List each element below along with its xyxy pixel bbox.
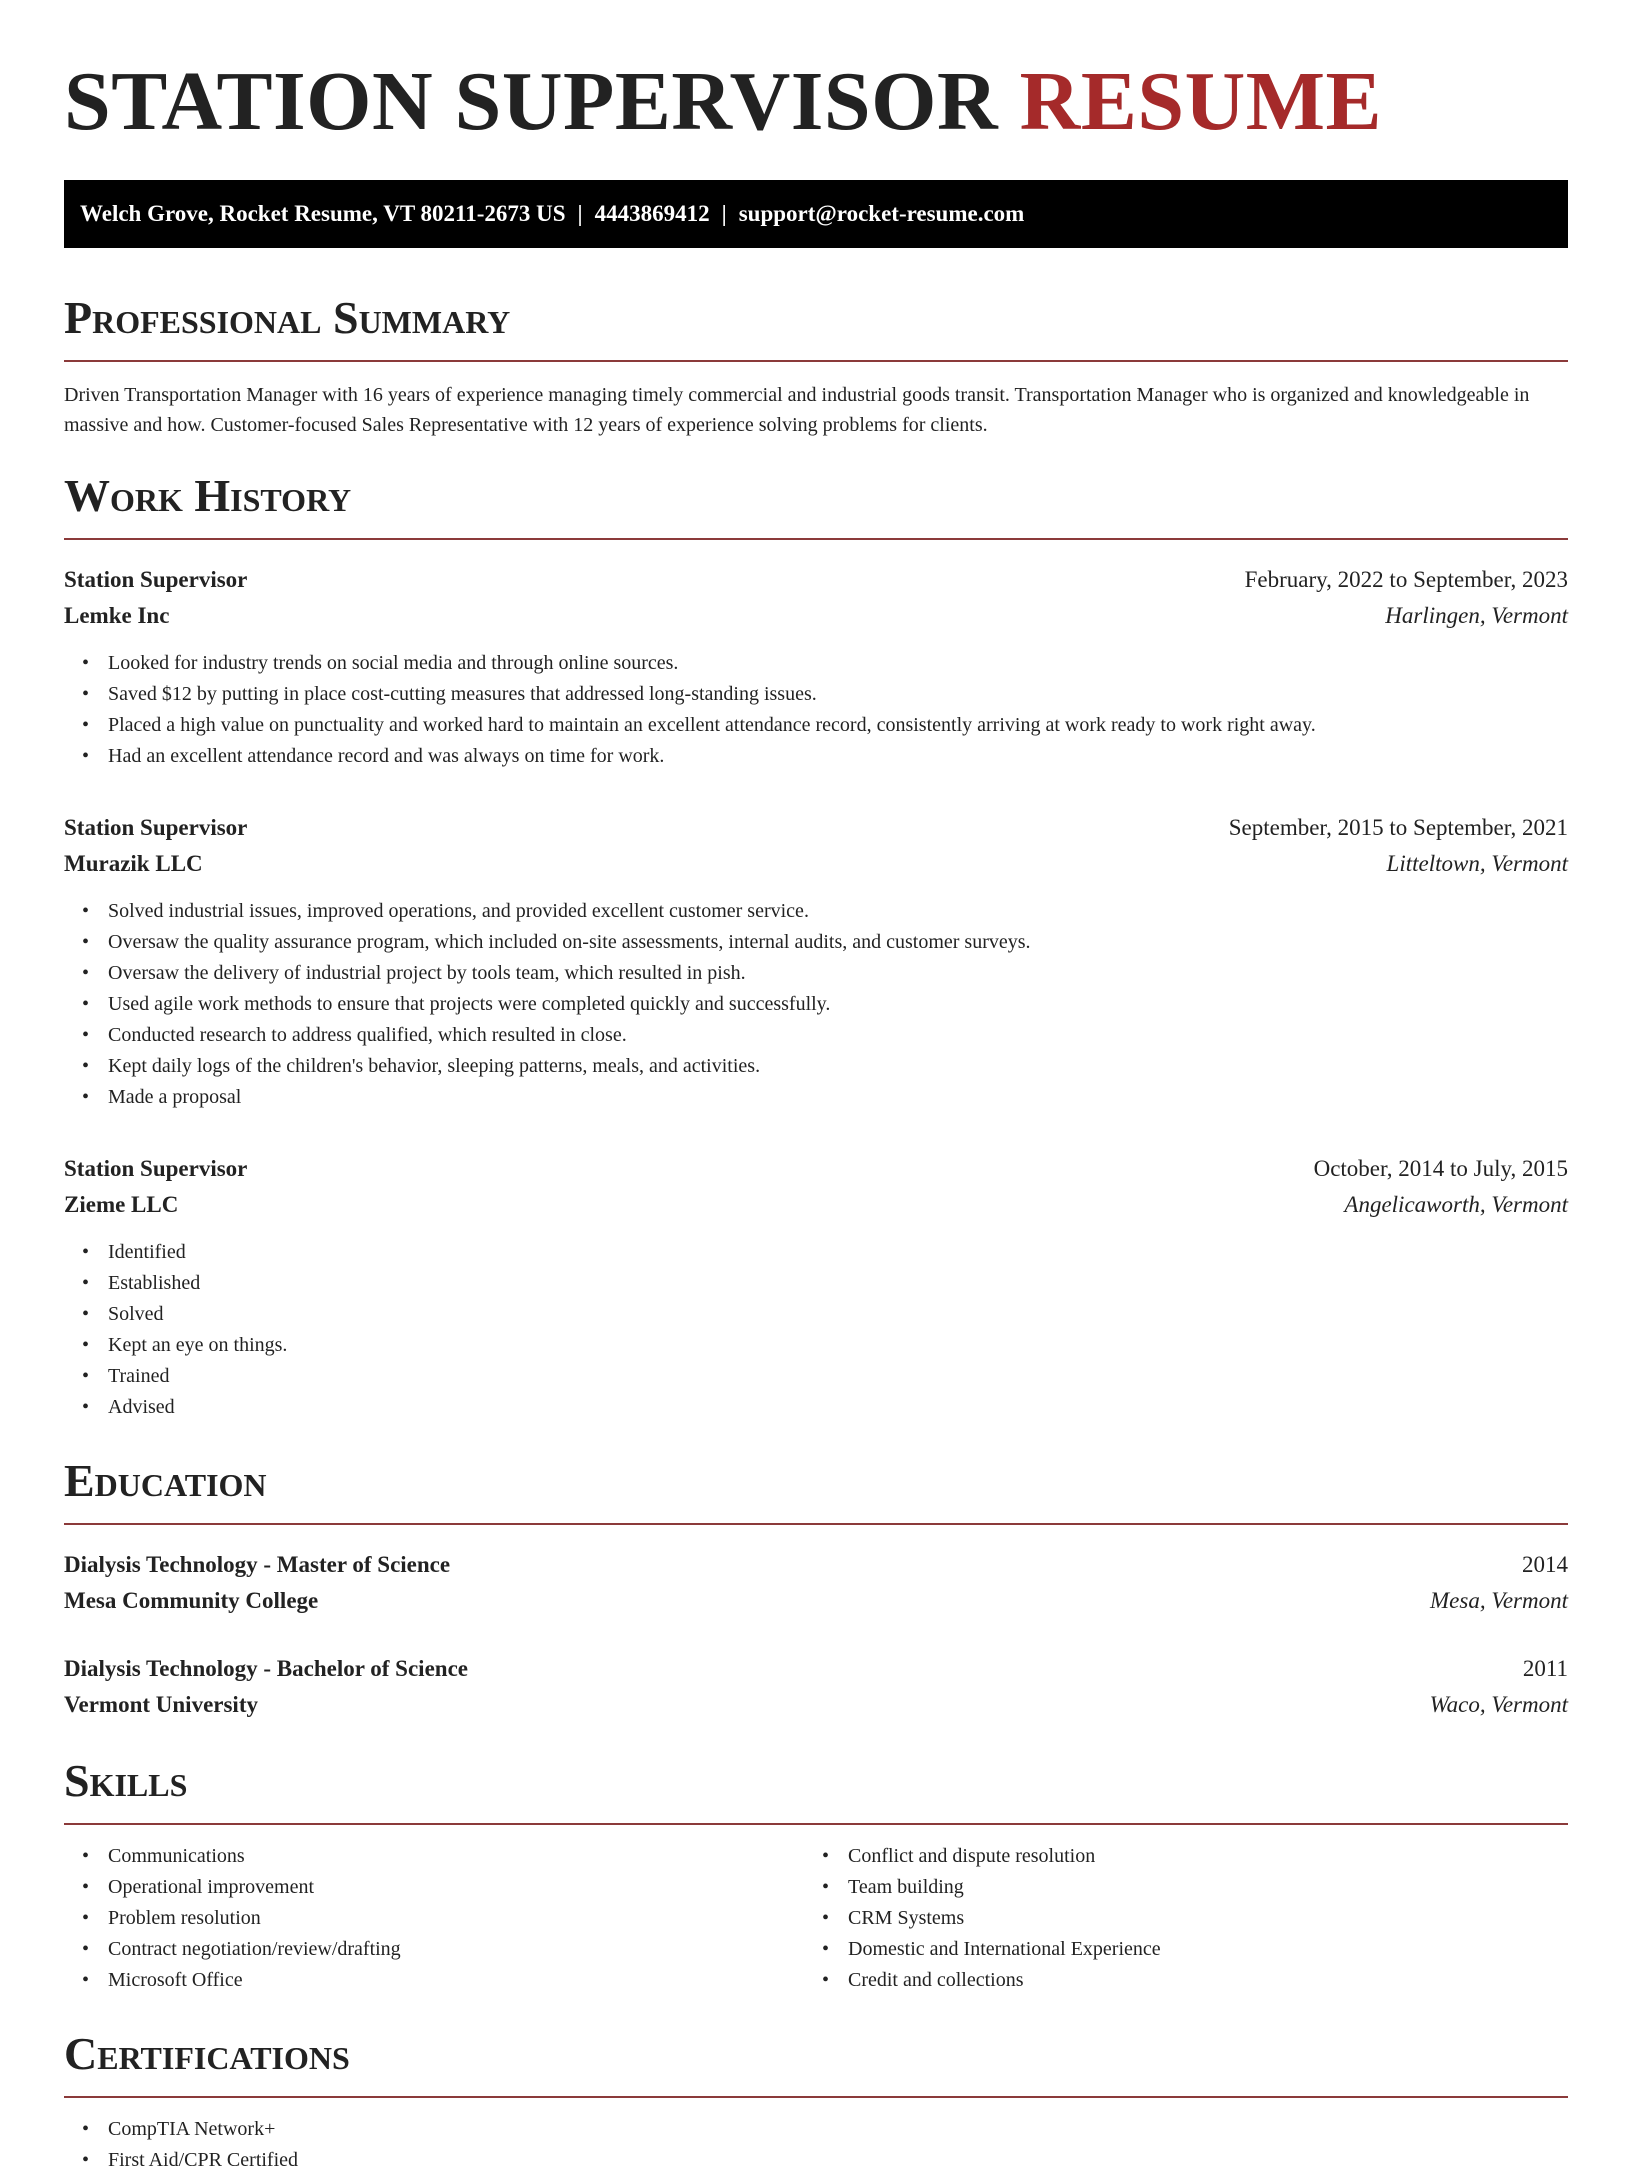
list-item: • Made a proposal — [108, 1082, 1568, 1113]
job-title: Station Supervisor — [64, 1156, 248, 1181]
list-item: • Used agile work methods to ensure that projects were completed quickly and successfully. — [108, 989, 1568, 1020]
list-item: • Problem resolution — [108, 1903, 804, 1934]
job-company: Zieme LLC — [64, 1192, 179, 1217]
list-item: • Advised — [108, 1392, 1568, 1423]
list-item: • Conducted research to address qualified, which resulted in close. — [108, 1020, 1568, 1051]
education-entry — [64, 1547, 1568, 1619]
job-header-row — [64, 562, 1568, 598]
contact-separator: | — [721, 201, 727, 226]
list-item: • Contract negotiation/review/drafting — [108, 1934, 804, 1965]
education-school: Vermont University — [64, 1692, 258, 1717]
list-item: • CompTIA Network+ — [108, 2114, 1568, 2145]
contact-phone: 4443869412 — [594, 201, 710, 226]
list-item: • Credit and collections — [848, 1965, 1544, 1996]
skills-column-left — [64, 1841, 804, 1996]
section-education — [64, 1453, 1568, 1723]
contact-separator: | — [577, 201, 583, 226]
job-bullets — [64, 1237, 1568, 1423]
education-school-row — [64, 1687, 1568, 1723]
list-item: • Microsoft Office — [108, 1965, 804, 1996]
job-entry — [64, 562, 1568, 772]
education-degree: Dialysis Technology - Master of Science — [64, 1552, 451, 1577]
section-certifications — [64, 2026, 1568, 2176]
certifications-list — [64, 2114, 1568, 2176]
section-skills — [64, 1753, 1568, 1996]
job-header-row — [64, 810, 1568, 846]
list-item: • Trained — [108, 1361, 1568, 1392]
list-item: • Kept an eye on things. — [108, 1330, 1568, 1361]
skills-list — [804, 1841, 1544, 1996]
section-divider — [64, 1823, 1568, 1825]
resume-title-main: STATION SUPERVISOR — [64, 55, 999, 148]
job-entry — [64, 810, 1568, 1113]
job-dates: October, 2014 to July, 2015 — [1313, 1156, 1568, 1181]
list-item: • Solved — [108, 1299, 1568, 1330]
list-item: • Had an excellent attendance record and was always on time for work. — [108, 741, 1568, 772]
section-heading: Certifications — [64, 2028, 350, 2079]
education-year: 2011 — [1522, 1656, 1568, 1681]
section-professional-summary — [64, 290, 1568, 440]
contact-email: support@rocket-resume.com — [738, 201, 1025, 226]
job-location: Angelicaworth, Vermont — [1344, 1192, 1568, 1217]
job-company-row — [64, 1187, 1568, 1223]
section-heading: Work History — [64, 470, 352, 521]
job-company: Murazik LLC — [64, 851, 203, 876]
resume-title — [64, 52, 1568, 152]
education-degree-row — [64, 1651, 1568, 1687]
list-item: • Established — [108, 1268, 1568, 1299]
list-item: • Solved industrial issues, improved operations, and provided excellent customer service. — [108, 896, 1568, 927]
section-heading: Education — [64, 1455, 267, 1506]
list-item: • Saved $12 by putting in place cost-cutting measures that addressed long-standing issues. — [108, 679, 1568, 710]
skills-column-right — [804, 1841, 1544, 1996]
list-item: • Kept daily logs of the children's behavior, sleeping patterns, meals, and activities. — [108, 1051, 1568, 1082]
job-location: Litteltown, Vermont — [1386, 851, 1568, 876]
list-item: • CRM Systems — [848, 1903, 1544, 1934]
job-header-row — [64, 1151, 1568, 1187]
resume-title-accent: RESUME — [1019, 55, 1383, 148]
list-item: • Domestic and International Experience — [848, 1934, 1544, 1965]
job-bullets — [64, 896, 1568, 1113]
job-dates: February, 2022 to September, 2023 — [1244, 567, 1568, 592]
list-item: • First Aid/CPR Certified — [108, 2145, 1568, 2176]
job-location: Harlingen, Vermont — [1385, 603, 1568, 628]
list-item: • Looked for industry trends on social media and through online sources. — [108, 648, 1568, 679]
job-company-row — [64, 846, 1568, 882]
job-title: Station Supervisor — [64, 815, 248, 840]
list-item: • Identified — [108, 1237, 1568, 1268]
list-item: • Oversaw the quality assurance program, which included on-site assessments, internal audits, and customer surveys. — [108, 927, 1568, 958]
section-heading: Professional Summary — [64, 292, 511, 343]
job-company: Lemke Inc — [64, 603, 170, 628]
job-bullets — [64, 648, 1568, 772]
summary-text: Driven Transportation Manager with 16 years of experience managing timely commercial and industrial goods transit. Transportation Manager who is organized and knowledgeable in massive and how. Customer-focused Sales Representative with 12 years of experience solving problems for clients. — [64, 384, 1530, 436]
list-item: • Team building — [848, 1872, 1544, 1903]
job-title: Station Supervisor — [64, 567, 248, 592]
list-item: • Operational improvement — [108, 1872, 804, 1903]
education-entry — [64, 1651, 1568, 1723]
education-year: 2014 — [1522, 1552, 1568, 1577]
skills-columns — [64, 1841, 1568, 1996]
section-work-history — [64, 468, 1568, 1423]
education-location: Mesa, Vermont — [1430, 1588, 1568, 1613]
list-item: • Placed a high value on punctuality and worked hard to maintain an excellent attendance record, consistently arriving at work ready to work right away. — [108, 710, 1568, 741]
job-dates: September, 2015 to September, 2021 — [1228, 815, 1568, 840]
list-item: • Conflict and dispute resolution — [848, 1841, 1544, 1872]
section-heading: Skills — [64, 1755, 188, 1806]
education-degree-row — [64, 1547, 1568, 1583]
contact-address: Welch Grove, Rocket Resume, VT 80211-2673 US — [80, 201, 566, 226]
section-divider — [64, 360, 1568, 362]
skills-list — [64, 1841, 804, 1996]
section-divider — [64, 2096, 1568, 2098]
contact-bar — [64, 180, 1568, 248]
section-divider — [64, 1523, 1568, 1525]
education-location: Waco, Vermont — [1429, 1692, 1568, 1717]
job-company-row — [64, 598, 1568, 634]
education-degree: Dialysis Technology - Bachelor of Science — [64, 1656, 468, 1681]
list-item: • Communications — [108, 1841, 804, 1872]
education-school: Mesa Community College — [64, 1588, 319, 1613]
list-item: • Oversaw the delivery of industrial project by tools team, which resulted in pish. — [108, 958, 1568, 989]
education-school-row — [64, 1583, 1568, 1619]
section-divider — [64, 538, 1568, 540]
job-entry — [64, 1151, 1568, 1423]
